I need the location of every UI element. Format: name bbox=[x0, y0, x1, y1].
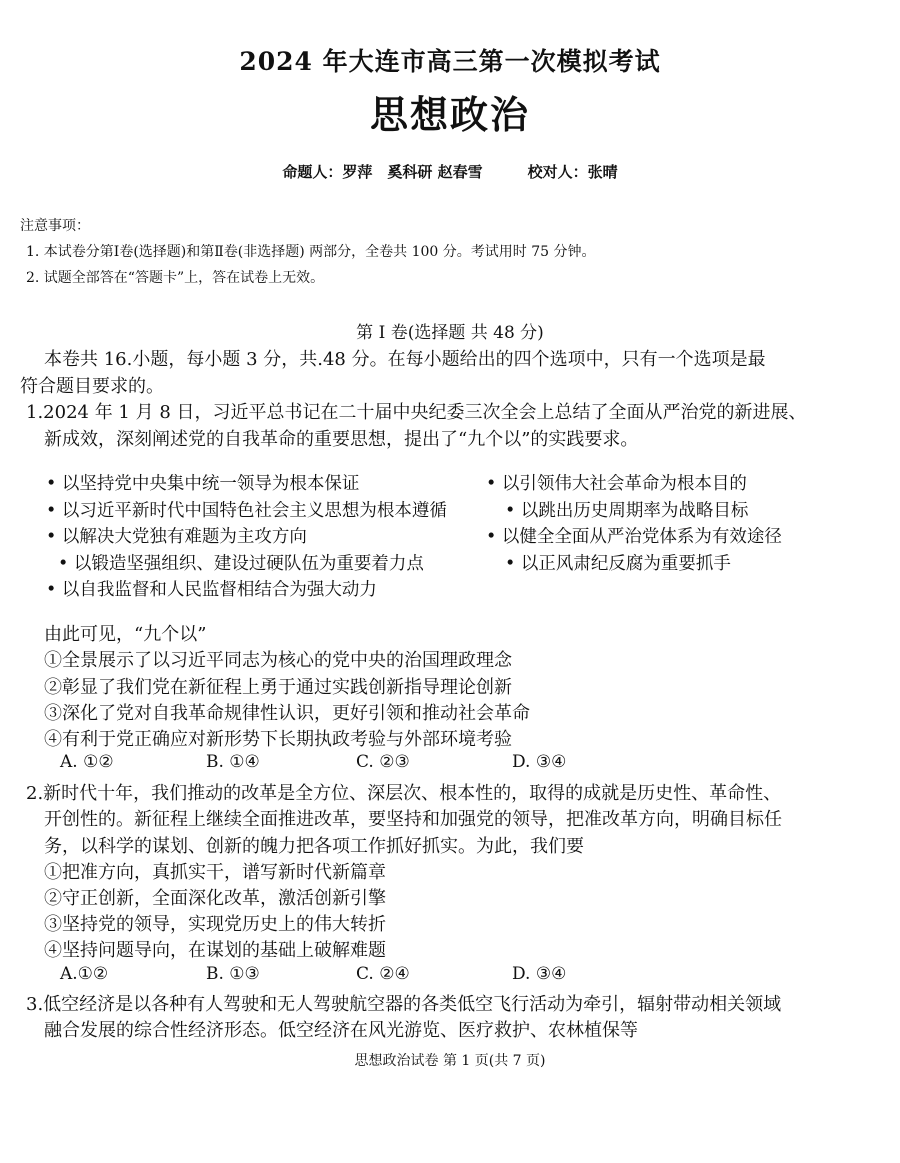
question-lead: 由此可见，“九个以” bbox=[44, 624, 207, 645]
option-c[interactable]: C. ②④ bbox=[356, 964, 410, 984]
statement: ③深化了党对自我革命规律性认识，更好引领和推动社会革命 bbox=[44, 703, 530, 724]
statement: ②彰显了我们党在新征程上勇于通过实践创新指导理论创新 bbox=[44, 677, 512, 698]
question-stem: 1.2024 年 1 月 8 日，习近平总书记在二十届中央纪委三次全会上总结了全面从严治党的新进展、 bbox=[26, 402, 807, 423]
bullet-item: • 以锻造坚强组织、建设过硬队伍为重要着力点 bbox=[58, 554, 424, 574]
notes-item: 2. 试题全部答在“答题卡”上，答在试卷上无效。 bbox=[26, 270, 325, 286]
option-d[interactable]: D. ③④ bbox=[512, 964, 567, 984]
question-stem: 3.低空经济是以各种有人驾驶和无人驾驶航空器的各类低空飞行活动为牵引，辐射带动相关领域 bbox=[26, 994, 782, 1015]
statement: ②守正创新，全面深化改革，激活创新引擎 bbox=[44, 888, 386, 909]
statement: ④有利于党正确应对新形势下长期执政考验与外部环境考验 bbox=[44, 729, 512, 750]
question-stem: 务，以科学的谋划、创新的魄力把各项工作抓好抓实。为此，我们要 bbox=[44, 836, 584, 857]
bullet-item: • 以坚持党中央集中统一领导为根本保证 bbox=[46, 474, 360, 494]
bullet-item: • 以自我监督和人民监督相结合为强大动力 bbox=[46, 580, 377, 600]
authors-line: 命题人：罗萍 奚科研 赵春雪 校对人：张晴 bbox=[282, 163, 618, 181]
section-intro: 本卷共 16.小题，每小题 3 分，共.48 分。在每小题给出的四个选项中，只有一个选项是最 bbox=[44, 349, 766, 370]
bullet-item: • 以习近平新时代中国特色社会主义思想为根本遵循 bbox=[46, 501, 447, 521]
option-a[interactable]: A.①② bbox=[60, 964, 109, 984]
option-c[interactable]: C. ②③ bbox=[356, 752, 410, 772]
question-stem: 新成效，深刻阐述党的自我革命的重要思想，提出了“九个以”的实践要求。 bbox=[44, 429, 639, 450]
option-d[interactable]: D. ③④ bbox=[512, 752, 567, 772]
option-a[interactable]: A. ①② bbox=[60, 752, 114, 772]
statement: ①全景展示了以习近平同志为核心的党中央的治国理政理念 bbox=[44, 650, 512, 671]
option-b[interactable]: B. ①③ bbox=[206, 964, 260, 984]
notes-heading: 注意事项： bbox=[20, 218, 90, 234]
bullet-item: • 以跳出历史周期率为战略目标 bbox=[505, 501, 749, 521]
bullet-item: • 以引领伟大社会革命为根本目的 bbox=[486, 474, 747, 494]
exam-title: 2024 年大连市高三第一次模拟考试 bbox=[239, 47, 661, 76]
notes-item: 1. 本试卷分第Ⅰ卷(选择题)和第Ⅱ卷(非选择题) 两部分，全卷共 100 分。考试用时 75 分钟。 bbox=[26, 244, 596, 260]
bullet-item: • 以健全全面从严治党体系为有效途径 bbox=[486, 527, 782, 547]
bullet-item: • 以解决大党独有难题为主攻方向 bbox=[46, 527, 307, 547]
statement: ①把准方向，真抓实干，谱写新时代新篇章 bbox=[44, 862, 386, 883]
subject-title: 思想政治 bbox=[369, 92, 530, 137]
section-heading: 第 Ⅰ 卷(选择题 共 48 分) bbox=[356, 323, 544, 343]
option-b[interactable]: B. ①④ bbox=[206, 752, 260, 772]
section-intro: 符合题目要求的。 bbox=[20, 376, 164, 397]
bullet-item: • 以正风肃纪反腐为重要抓手 bbox=[505, 554, 731, 574]
statement: ④坚持问题导向，在谋划的基础上破解难题 bbox=[44, 940, 386, 961]
page-footer: 思想政治试卷 第 1 页(共 7 页) bbox=[354, 1053, 546, 1069]
question-stem: 2.新时代十年，我们推动的改革是全方位、深层次、根本性的，取得的成就是历史性、革命性、 bbox=[26, 783, 782, 804]
statement: ③坚持党的领导，实现党历史上的伟大转折 bbox=[44, 914, 386, 935]
question-stem: 融合发展的综合性经济形态。低空经济在风光游览、医疗救护、农林植保等 bbox=[44, 1020, 638, 1041]
question-stem: 开创性的。新征程上继续全面推进改革，要坚持和加强党的领导，把准改革方向，明确目标任 bbox=[44, 809, 782, 830]
